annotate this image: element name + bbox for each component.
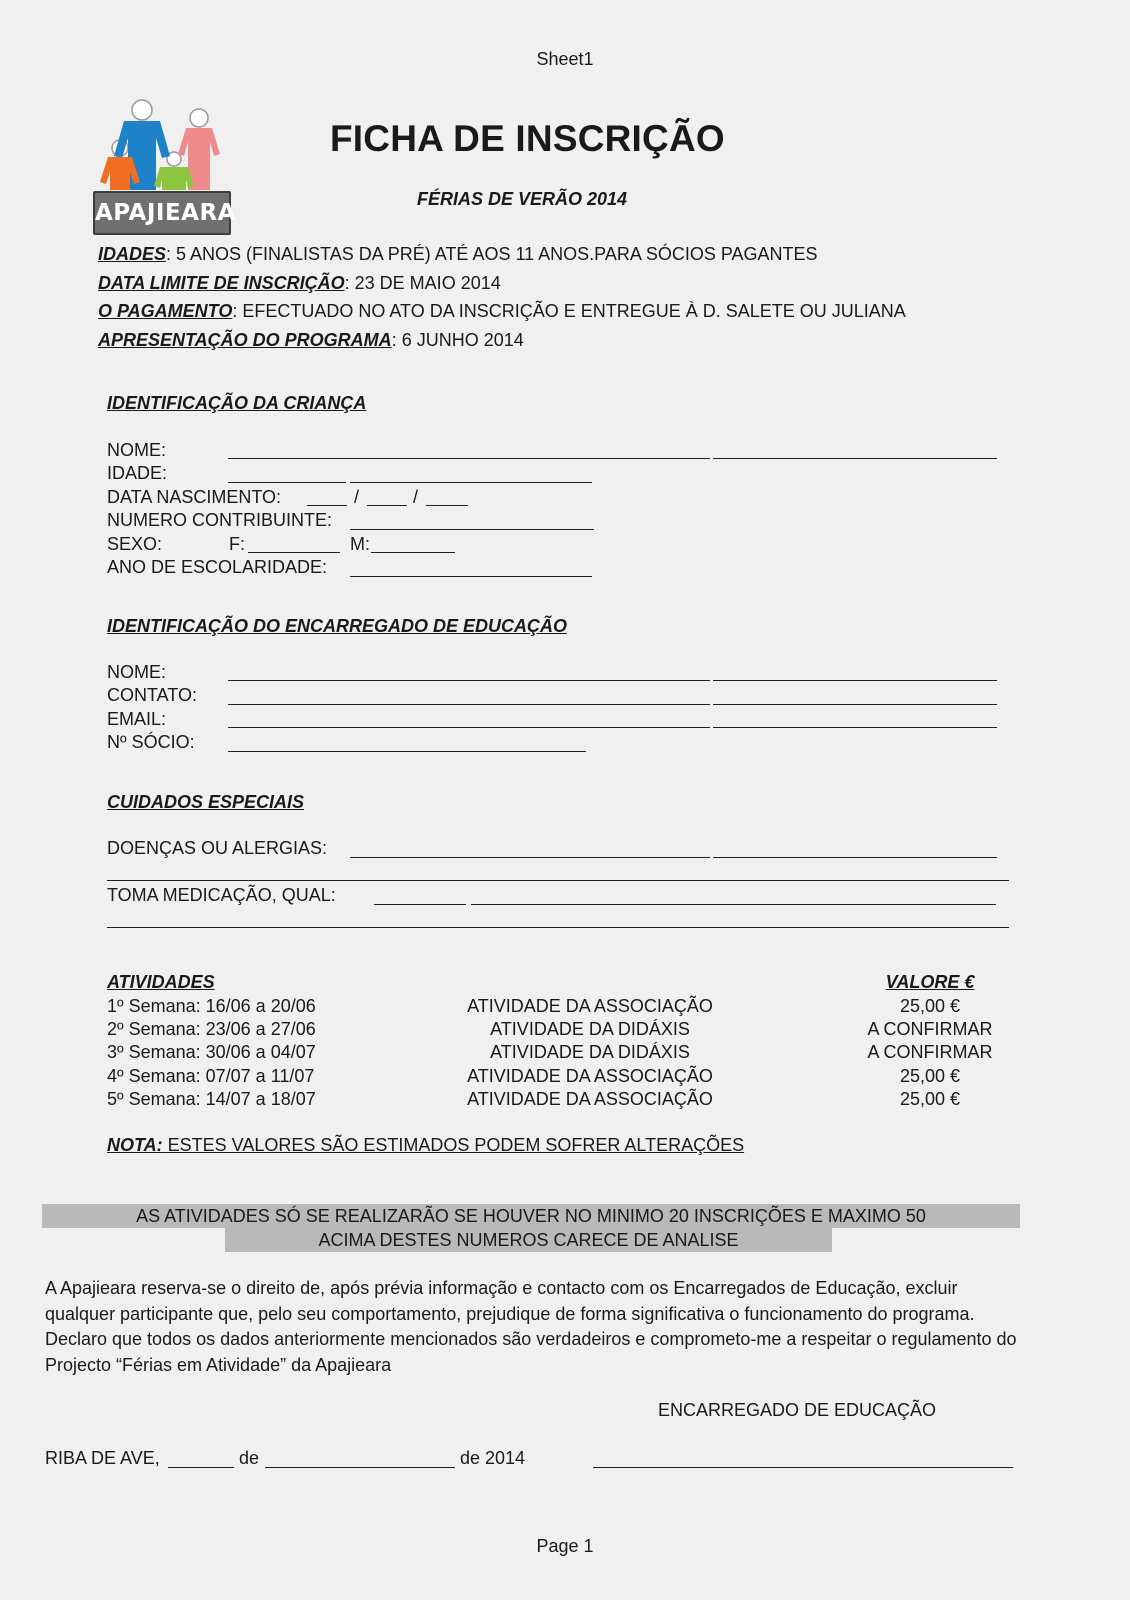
- notice-line-1: AS ATIVIDADES SÓ SE REALIZARÃO SE HOUVER NO MINIMO 20 INSCRIÇÕES E MAXIMO 50: [136, 1206, 926, 1226]
- sex-female-label: F:: [229, 534, 245, 554]
- birth-day-field[interactable]: [307, 505, 347, 506]
- logo-wordmark: APAJIEARA: [93, 191, 231, 235]
- birth-month-field[interactable]: [367, 505, 407, 506]
- info-text: : 5 ANOS (FINALISTAS DA PRÉ) ATÉ AOS 11 ANOS.PARA SÓCIOS PAGANTES: [166, 244, 818, 264]
- activity-week: 2º Semana: 23/06 a 27/06: [107, 1019, 316, 1039]
- activities-heading: ATIVIDADES: [107, 972, 215, 992]
- info-label: DATA LIMITE DE INSCRIÇÃO: [98, 273, 345, 293]
- child-age-label: IDADE:: [107, 463, 168, 483]
- sex-male-label: M:: [350, 534, 370, 554]
- guardian-contact-field-2[interactable]: [713, 704, 997, 705]
- guardian-contact-field[interactable]: [228, 704, 710, 705]
- child-sex-label: SEXO:: [107, 534, 163, 554]
- activity-value: 25,00 €: [899, 996, 961, 1016]
- guardian-email-label: EMAIL:: [107, 709, 167, 729]
- allergies-field-2[interactable]: [713, 857, 997, 858]
- family-figures-icon: [90, 98, 230, 193]
- medication-field-2[interactable]: [471, 904, 996, 905]
- medication-field[interactable]: [374, 904, 466, 905]
- date-separator: /: [354, 487, 360, 507]
- activity-week: 3º Semana: 30/06 a 04/07: [107, 1042, 316, 1062]
- allergies-field-3[interactable]: [107, 880, 1009, 881]
- sex-male-field[interactable]: [371, 552, 455, 553]
- child-age-field[interactable]: [228, 482, 346, 483]
- child-tax-number-label: NUMERO CONTRIBUINTE:: [107, 510, 332, 530]
- info-data-limite: [98, 273, 501, 294]
- child-school-year-label: ANO DE ESCOLARIDADE:: [107, 557, 328, 577]
- info-label: O PAGAMENTO: [98, 301, 233, 321]
- child-birthdate-label: DATA NASCIMENTO:: [107, 487, 282, 507]
- guardian-email-field-2[interactable]: [713, 727, 997, 728]
- info-pagamento: [98, 301, 906, 322]
- date-separator: /: [413, 487, 419, 507]
- activity-name: ATIVIDADE DA DIDÁXIS: [490, 1019, 690, 1039]
- child-tax-number-field[interactable]: [350, 529, 594, 530]
- activity-name: ATIVIDADE DA ASSOCIAÇÃO: [467, 1089, 713, 1109]
- info-idades: [98, 244, 818, 265]
- activity-name: ATIVIDADE DA ASSOCIAÇÃO: [467, 996, 713, 1016]
- allergies-field[interactable]: [350, 857, 710, 858]
- date-de-label: de: [239, 1448, 260, 1468]
- medication-field-3[interactable]: [107, 927, 1009, 928]
- section-heading-care: CUIDADOS ESPECIAIS: [107, 792, 305, 812]
- declaration-paragraph: A Apajieara reserva-se o direito de, após prévia informação e contacto com os Encarregados de Educação, excluir qualquer participante que, pelo seu comportamento, prejudique de forma significativa o funcionamento do programa. Declaro que todos os dados anteriormente mencionados são verdadeiros e comprometo-me a respeitar o regulamento do Projecto “Férias em Atividade” da Apajieara: [45, 1278, 1017, 1375]
- guardian-name-field-2[interactable]: [713, 680, 997, 681]
- child-name-field[interactable]: [228, 458, 710, 459]
- medication-label: TOMA MEDICAÇÃO, QUAL:: [107, 885, 336, 905]
- activity-value: A CONFIRMAR: [867, 1042, 993, 1062]
- activity-value: A CONFIRMAR: [867, 1019, 993, 1039]
- activity-name: ATIVIDADE DA DIDÁXIS: [490, 1042, 690, 1062]
- guardian-member-number-field[interactable]: [228, 751, 586, 752]
- signature-field[interactable]: [593, 1467, 1013, 1468]
- guardian-name-label: NOME:: [107, 662, 167, 682]
- activity-week: 5º Semana: 14/07 a 18/07: [107, 1089, 316, 1109]
- child-name-label: NOME:: [107, 440, 167, 460]
- activity-week: 4º Semana: 07/07 a 11/07: [107, 1066, 315, 1086]
- child-name-field-2[interactable]: [713, 458, 997, 459]
- page-title: FICHA DE INSCRIÇÃO: [330, 118, 725, 159]
- section-heading-child: IDENTIFICAÇÃO DA CRIANÇA: [107, 393, 367, 413]
- section-heading-guardian: IDENTIFICAÇÃO DO ENCARREGADO DE EDUCAÇÃO: [107, 616, 568, 636]
- note-line: [107, 1135, 744, 1156]
- note-label: NOTA:: [107, 1135, 163, 1155]
- sex-female-field[interactable]: [248, 552, 340, 553]
- guardian-member-number-label: Nº SÓCIO:: [107, 732, 195, 752]
- sheet-label: Sheet1: [536, 49, 594, 69]
- apajieara-logo: [90, 98, 236, 235]
- activity-week: 1º Semana: 16/06 a 20/06: [107, 996, 316, 1016]
- guardian-email-field[interactable]: [228, 727, 710, 728]
- signature-role: ENCARREGADO DE EDUCAÇÃO: [658, 1400, 937, 1420]
- notice-line-2: ACIMA DESTES NUMEROS CARECE DE ANALISE: [318, 1230, 739, 1250]
- info-label: APRESENTAÇÃO DO PROGRAMA: [98, 330, 392, 350]
- activity-value: 25,00 €: [899, 1089, 961, 1109]
- guardian-name-field[interactable]: [228, 680, 710, 681]
- page-number: Page 1: [536, 1536, 594, 1556]
- birth-year-field[interactable]: [426, 505, 468, 506]
- allergies-label: DOENÇAS OU ALERGIAS:: [107, 838, 328, 858]
- info-apresentacao: [98, 330, 524, 351]
- value-heading: VALORE €: [885, 972, 975, 992]
- child-age-field-2[interactable]: [350, 482, 592, 483]
- guardian-contact-label: CONTATO:: [107, 685, 197, 705]
- page-subtitle: FÉRIAS DE VERÃO 2014: [417, 189, 628, 209]
- info-text: : EFECTUADO NO ATO DA INSCRIÇÃO E ENTREGUE À D. SALETE OU JULIANA: [232, 301, 906, 321]
- day-field[interactable]: [168, 1467, 234, 1468]
- activity-name: ATIVIDADE DA ASSOCIAÇÃO: [467, 1066, 713, 1086]
- activity-value: 25,00 €: [899, 1066, 961, 1086]
- info-label: IDADES: [98, 244, 167, 264]
- info-text: : 23 DE MAIO 2014: [344, 273, 501, 293]
- note-text: ESTES VALORES SÃO ESTIMADOS PODEM SOFRER ALTERAÇÕES: [162, 1135, 745, 1155]
- info-text: : 6 JUNHO 2014: [391, 330, 524, 350]
- month-field[interactable]: [265, 1467, 455, 1468]
- year-label: de 2014: [460, 1448, 526, 1468]
- child-school-year-field[interactable]: [350, 576, 592, 577]
- place-label: RIBA DE AVE,: [45, 1448, 160, 1468]
